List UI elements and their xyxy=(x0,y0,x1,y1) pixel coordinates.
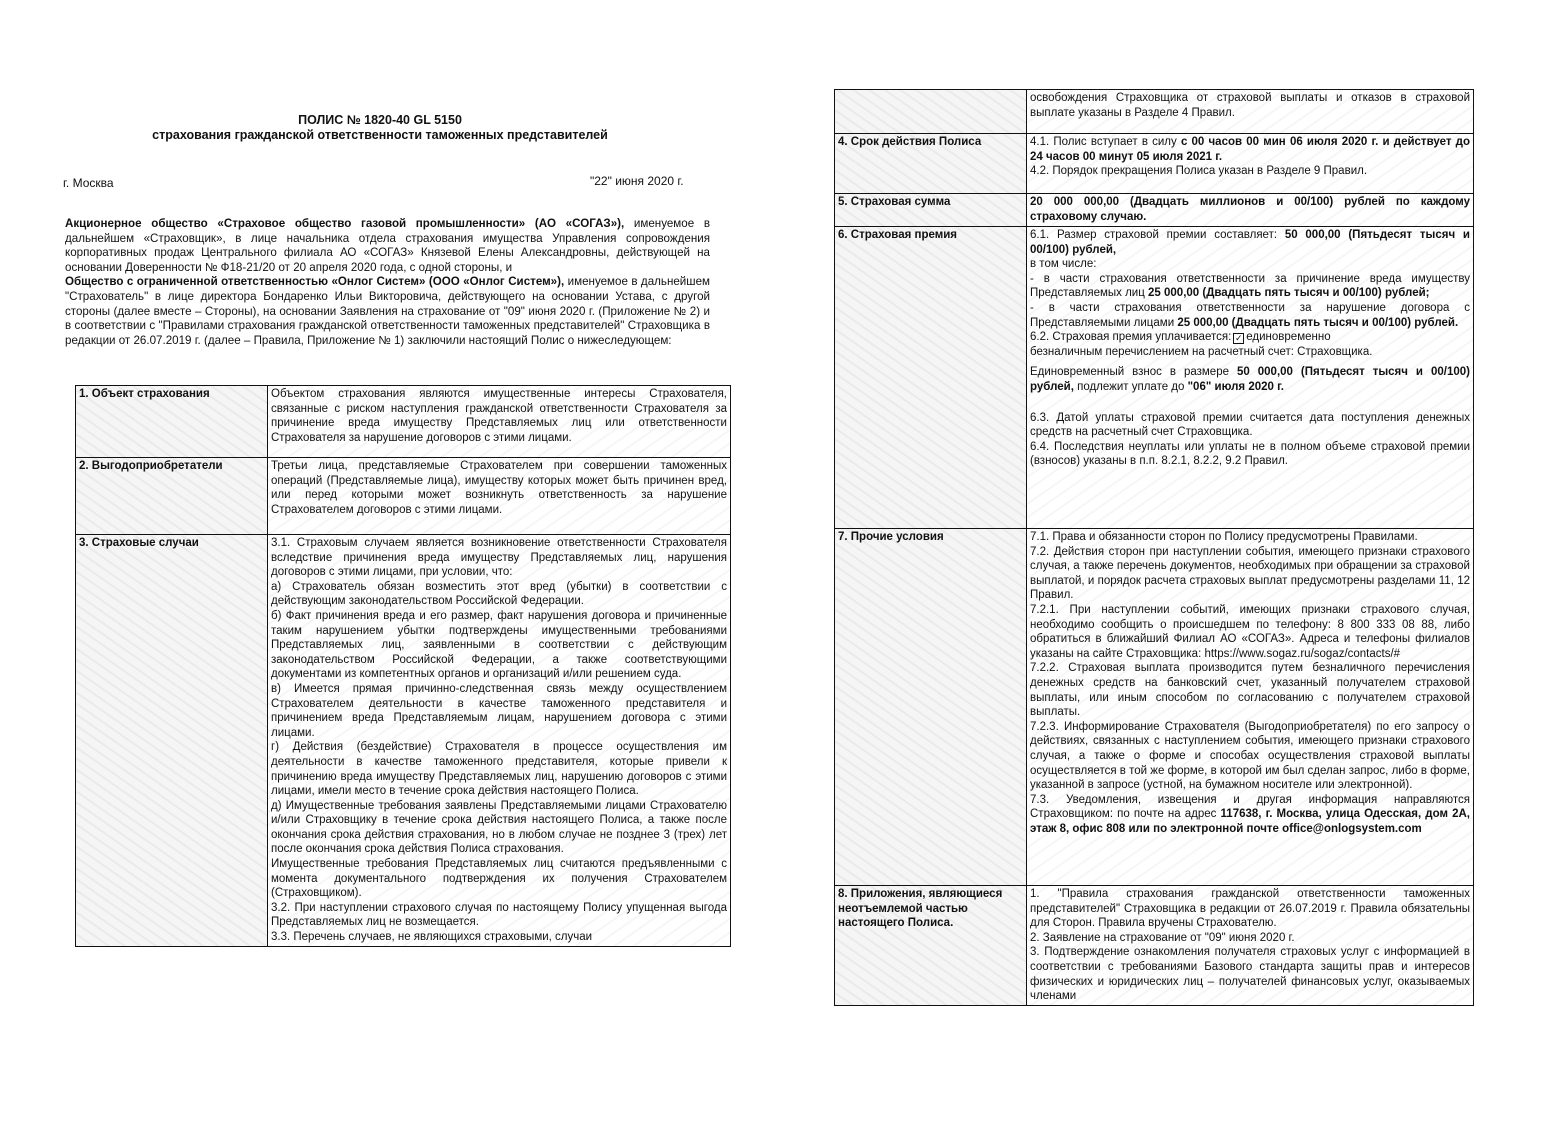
section-row-4 xyxy=(835,134,1474,194)
clause: в) Имеется прямая причинно-следственная связь между осуществлением Страхователем деятельности в качестве таможенного представителя и причинением вреда Представляемым лицам, нарушением договора с этими лицами. xyxy=(271,682,727,739)
clause-bold: 117638, г. Москва, улица Одесская, дом 2А, этаж 8, офис 808 или по электронной почте office@onlogsystem.com xyxy=(1030,808,1470,835)
clause: единовременно xyxy=(1246,331,1331,344)
section-text: Объектом страхования являются имущественные интересы Страхователя, связанные с риском наступления гражданской ответственности Страхователя за причинение вреда имуществу Представляемых лиц или ответственности Страхователя за нарушение договоров с этими лицами. xyxy=(268,386,731,458)
insurer-name: Акционерное общество «Страховое общество газовой промышленности» (АО «СОГАЗ»), xyxy=(65,217,625,230)
insurer-text: именуемое в дальнейшем «Страховщик», в лице начальника отдела страхования имущества Управления сопровождения корпоративных продаж Центрального филиала АО «СОГАЗ» Князевой Елены Александровны, действующей на основании Доверенности № Ф18-21/20 от 20 апреля 2020 года, с одной стороны, и xyxy=(65,217,710,274)
clause-bold: с 00 часов 00 мин 06 июля 2020 г. и действует до 24 часов 00 минут 05 июля 2021 г. xyxy=(1030,136,1470,163)
policy-table-left xyxy=(75,385,731,947)
section-row-3 xyxy=(76,535,731,947)
section-label: 3. Страховые случаи xyxy=(76,535,268,947)
clause: 6.4. Последствия неуплаты или уплаты не в полном объеме страховой премии (взносов) указаны в п.п. 8.2.1, 8.2.2, 9.2 Правил. xyxy=(1030,440,1470,468)
policy-table-right xyxy=(834,89,1474,1006)
city: г. Москва xyxy=(63,176,114,190)
clause: 4.2. Порядок прекращения Полиса указан в Разделе 9 Правил. xyxy=(1030,165,1368,178)
clause-bold: "06" июля 2020 г. xyxy=(1187,380,1284,393)
clause: 3.2. При наступлении страхового случая по настоящему Полису упущенная выгода Представляемых лиц не возмещается. xyxy=(271,901,727,929)
clause: 6.1. Размер страховой премии составляет: xyxy=(1030,229,1285,241)
section-label: 6. Страховая премия xyxy=(835,227,1027,529)
clause: 3. Подтверждение ознакомления получателя страховых услуг с информацией в соответствии с требованиями Базового стандарта защиты прав и интересов физических и юридических лиц – получателей финансовых услуг, оказываемых членами xyxy=(1030,946,1470,1003)
section-text: 20 000 000,00 (Двадцать миллионов и 00/100) рублей по каждому страховому случаю. xyxy=(1027,194,1474,227)
clause: 7.2. Действия сторон при наступлении события, имеющего признаки страхового случая, а также перечень документов, необходимых при обращении за страховой выплатой, и порядок расчета страховых выплат предусмотрены разделами 11, 12 Правил. xyxy=(1030,545,1470,602)
clause: 6.2. Страховая премия уплачивается: xyxy=(1030,331,1232,344)
clause: д) Имущественные требования заявлены Представляемыми лицами Страхователю и/или Страховщику в течение срока действия настоящего Полиса, а также после окончания срока действия страхования, но в любом случае не позднее 3 (трех) лет после окончания срока действия Полиса страхования. xyxy=(271,799,727,856)
section-label: 8. Приложения, являющиеся неотъемлемой частью настоящего Полиса. xyxy=(835,886,1027,1006)
clause: в том числе: xyxy=(1030,258,1097,271)
intro-paragraph xyxy=(65,217,710,348)
section-label: 4. Срок действия Полиса xyxy=(835,134,1027,194)
clause: 7.3. Уведомления, извещения и другая информация направляются Страховщиком: по почте на адрес xyxy=(1030,793,1470,821)
section-text xyxy=(1027,529,1474,886)
clause: а) Страхователь обязан возместить этот вред (убытки) в соответствии с действующим законодательством Российской Федерации. xyxy=(271,580,727,608)
clause-bold: 25 000,00 (Двадцать пять тысяч и 00/100) рублей. xyxy=(1177,316,1459,329)
policy-date: "22" июня 2020 г. xyxy=(590,174,684,188)
policy-title: ПОЛИС № 1820-40 GL 5150 xyxy=(298,113,462,127)
section-label: 7. Прочие условия xyxy=(835,529,1027,886)
clause-bold: 50 000,00 (Пятьдесят тысяч и 00/100) рублей, xyxy=(1030,366,1470,393)
clause: 6.3. Датой уплаты страховой премии считается дата поступления денежных средств на расчетный счет Страховщика. xyxy=(1030,411,1470,439)
section-text: Третьи лица, представляемые Страхователем при совершении таможенных операций (Представляемые лица), имуществу которых может быть причинен вред, или перед которыми может возникнуть ответственность за нарушение Страхователем договоров с этими лицами. xyxy=(268,458,731,535)
clause: безналичным перечислением на расчетный счет: Страховщика. xyxy=(1030,345,1373,358)
section-row-7 xyxy=(835,529,1474,886)
checkbox-checked-icon: ✓ xyxy=(1235,333,1243,344)
clause: 7.1. Права и обязанности сторон по Полису предусмотрены Правилами. xyxy=(1030,531,1418,543)
clause: 2. Заявление на страхование от "09" июня 2020 г. xyxy=(1030,931,1295,944)
section-label-empty xyxy=(835,90,1027,134)
clause: 7.2.3. Информирование Страхователя (Выгодоприобретателя) по его запросу о действиях, связанных с наступлением события, имеющего признаки страхового случая, а также о форме и способах осуществления страховой выплаты осуществляется в той же форме, в которой им был сделан запрос, либо в форме, указанной в запросе (устной, на бумажном носителе или электронной). xyxy=(1030,720,1470,792)
clause: 4.1. Полис вступает в силу xyxy=(1030,136,1181,148)
clause: 1. "Правила страхования гражданской ответственности таможенных представителей" Страховщика в редакции от 26.07.2019 г. Правила обязательны для Сторон. Правила вручены Страхователю. xyxy=(1030,888,1470,930)
clause: - в части страхования ответственности за причинение вреда имуществу Представляемых лиц xyxy=(1030,272,1470,300)
clause: - в части страхования ответственности за нарушение договора с Представляемыми лицами xyxy=(1030,301,1470,329)
section-row-8 xyxy=(835,886,1474,1006)
insured-text: именуемое в дальнейшем "Страхователь" в лице директора Бондаренко Ильи Викторовича, действующего на основании Устава, с другой стороны (далее вместе – Стороны), на основании Заявления на страхование от "09" июня 2020 г. (Приложение № 2) и в соответствии с "Правилами страхования гражданской ответственности таможенных представителей" Страховщика в редакции от 26.07.2019 г. (далее – Правила, Приложение № 1) заключили настоящий Полис о нижеследующем: xyxy=(65,275,710,347)
clause: г) Действия (бездействие) Страхователя в процессе осуществления им деятельности в качестве таможенного представителя, которые привели к причинению вреда имуществу Представляемых лиц, нарушению договоров с этими лицами, имели место в течение срока действия настоящего Полиса. xyxy=(271,741,727,798)
section-text xyxy=(1027,227,1474,529)
section-text xyxy=(1027,886,1474,1006)
section-label: 2. Выгодоприобретатели xyxy=(76,458,268,535)
section-row-6 xyxy=(835,227,1474,529)
clause-bold: 25 000,00 (Двадцать пять тысяч и 00/100) рублей; xyxy=(1148,287,1430,300)
clause: 3.3. Перечень случаев, не являющихся страховыми, случаи xyxy=(271,931,593,944)
insured-name: Общество с ограниченной ответственностью «Онлог Систем» (ООО «Онлог Систем»), xyxy=(65,275,565,289)
clause: 7.2.1. При наступлении событий, имеющих признаки страхового случая, необходимо сообщить о происшедшем по телефону: 8 800 333 08 88, либо обратиться в ближайший Филиал АО «СОГАЗ». Адреса и телефоны филиалов указаны на сайте Страховщика: https://www.sogaz.ru/sogaz/contacts/# xyxy=(1030,603,1470,660)
clause-bold: 50 000,00 (Пятьдесят тысяч и 00/100) рублей, xyxy=(1030,229,1471,256)
clause: Имущественные требования Представляемых лиц считаются предъявленными с момента документального подтверждения их получения Страхователем (Страховщиком). xyxy=(271,858,727,900)
section-label: 1. Объект страхования xyxy=(76,386,268,458)
section-row-5 xyxy=(835,194,1474,227)
clause: Единовременный взнос в размере xyxy=(1030,366,1237,379)
section-row-3-continued xyxy=(835,90,1474,134)
clause: 3.1. Страховым случаем является возникновение ответственности Страхователя вследствие причинения вреда имуществу Представляемых лиц, нарушения договоров с этими лицами, при условии, что: xyxy=(271,537,727,579)
section-text: освобождения Страховщика от страховой выплаты и отказов в страховой выплате указаны в Разделе 4 Правил. xyxy=(1027,90,1474,134)
section-row-2 xyxy=(76,458,731,535)
section-row-1 xyxy=(76,386,731,458)
clause: подлежит уплате до xyxy=(1073,380,1188,393)
section-label: 5. Страховая сумма xyxy=(835,194,1027,227)
section-text xyxy=(1027,134,1474,194)
clause: 7.2.2. Страховая выплата производится путем безналичного перечисления денежных средств на банковский счет, указанный получателем страховой выплаты, или иным способом по согласованию с получателем страховой выплаты. xyxy=(1030,662,1470,719)
clause: б) Факт причинения вреда и его размер, факт нарушения договора и причиненные таким нарушением убытки подтверждены имущественными требованиями Представляемых лиц, заявленными в соответствии с действующим законодательством Российской Федерации, а также соответствующими документами из компетентных органов и организаций и/или решением суда. xyxy=(271,609,727,681)
section-text xyxy=(268,535,731,947)
policy-subtitle: страхования гражданской ответственности таможенных представителей xyxy=(152,128,608,142)
